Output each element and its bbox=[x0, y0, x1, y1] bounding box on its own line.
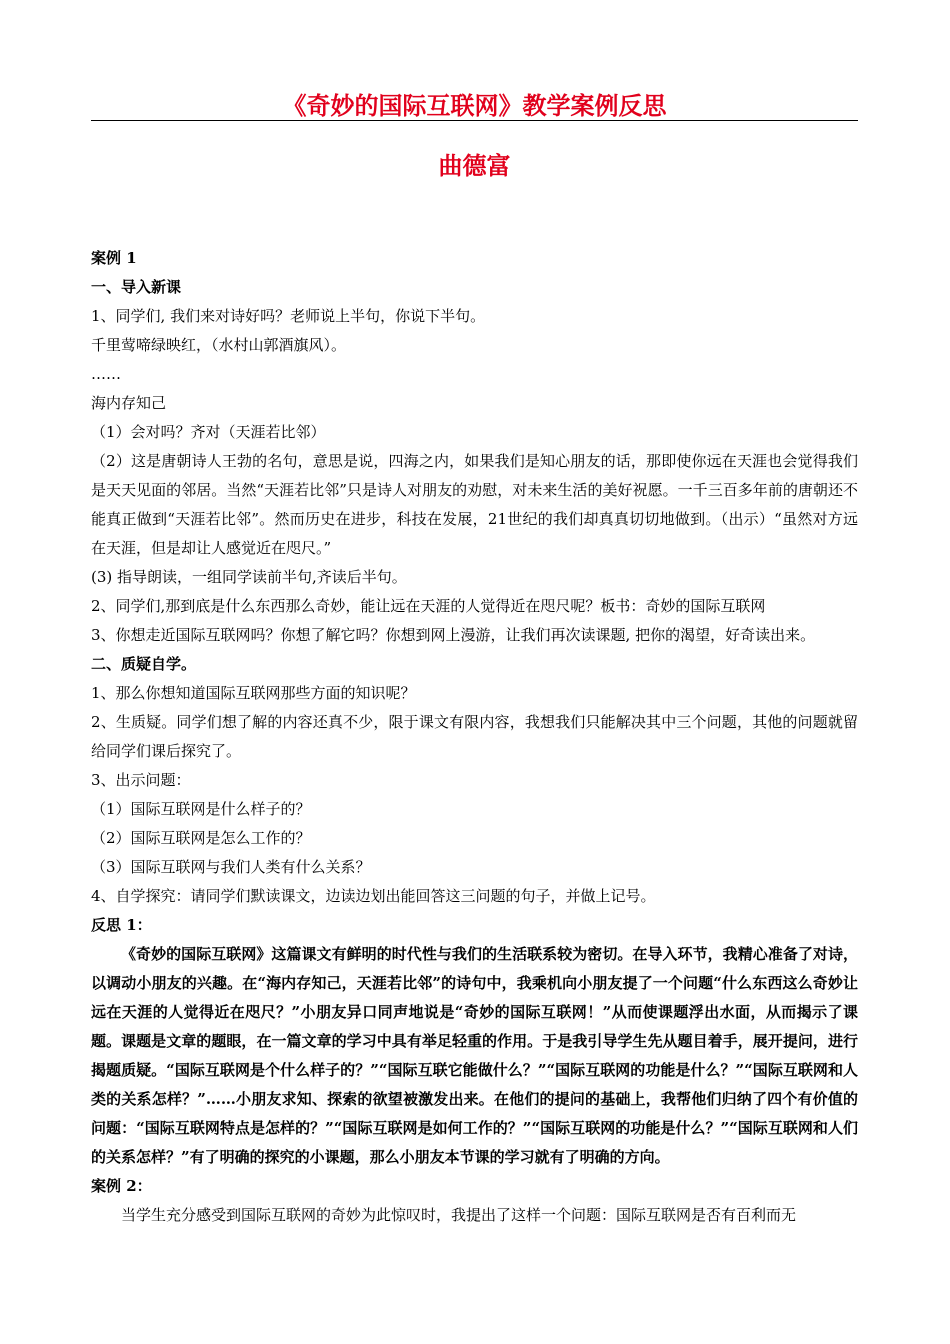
paragraph: 2、生质疑。同学们想了解的内容还真不少，限于课文有限内容，我想我们只能解决其中三个问题，其他的问题就留给同学们课后探究了。 bbox=[91, 713, 858, 760]
paragraph: 3、你想走近国际互联网吗？你想了解它吗？你想到网上漫游，让我们再次读课题, 把你的渴望，好奇读出来。 bbox=[91, 626, 816, 644]
case1-heading: 案例 1 bbox=[91, 249, 137, 267]
reflection1-heading: 反思 1： bbox=[91, 916, 152, 934]
paragraph: 3、出示问题： bbox=[91, 771, 191, 789]
paragraph: 1、同学们, 我们来对诗好吗？老师说上半句，你说下半句。 bbox=[91, 307, 486, 325]
section1-heading: 一、导入新课 bbox=[91, 278, 182, 296]
case2-heading: 案例 2： bbox=[91, 1177, 152, 1195]
paragraph: （3）国际互联网与我们人类有什么关系？ bbox=[91, 858, 371, 876]
case2-text: 当学生充分感受到国际互联网的奇妙为此惊叹时，我提出了这样一个问题：国际互联网是否有百利而无 bbox=[121, 1206, 797, 1224]
paragraph: （1）国际互联网是什么样子的？ bbox=[91, 800, 311, 818]
paragraph: …… bbox=[91, 365, 121, 383]
title-underline bbox=[91, 120, 858, 121]
paragraph: （2）这是唐朝诗人王勃的名句，意思是说，四海之内，如果我们是知心朋友的话，那即使你远在天涯也会觉得我们是天天见面的邻居。当然“天涯若比邻”只是诗人对朋友的劝慰，对未来生活的美好祝愿。一千三百多年前的唐朝还不能真正做到“天涯若比邻”。然而历史在进步，科技在发展，21世纪的我们却真真切切地做到。（出示）“虽然对方远在天涯，但是却让人感觉近在咫尺。” bbox=[91, 452, 858, 557]
paragraph: 1、那么你想知道国际互联网那些方面的知识呢？ bbox=[91, 684, 416, 702]
paragraph: （2）国际互联网是怎么工作的？ bbox=[91, 829, 311, 847]
author-name: 曲德富 bbox=[438, 151, 511, 180]
paragraph: 4、自学探究：请同学们默读课文，边读边划出能回答这三问题的句子，并做上记号。 bbox=[91, 887, 656, 905]
reflection1-text: 《奇妙的国际互联网》这篇课文有鲜明的时代性与我们的生活联系较为密切。在导入环节，我精心准备了对诗，以调动小朋友的兴趣。在“海内存知己，天涯若比邻”的诗句中，我乘机向小朋友提了一个问题“什么东西这么奇妙让远在天涯的人觉得近在咫尺？”小朋友异口同声地说是“奇妙的国际互联网！”从而使课题浮出水面，从而揭示了课题。课题是文章的题眼，在一篇文章的学习中具有举足轻重的作用。于是我引导学生先从题目着手，展开提问，进行揭题质疑。“国际互联网是个什么样子的？”“国际互联它能做什么？”“国际互联网的功能是什么？”“国际互联网和人类的关系怎样？”……小朋友求知、探索的欲望被激发出来。在他们的提问的基础上，我帮他们归纳了四个有价值的问题：“国际互联网特点是怎样的？”“国际互联网是如何工作的？”“国际互联网的功能是什么？”“国际互联网和人们的关系怎样？”有了明确的探究的小课题，那么小朋友本节课的学习就有了明确的方向。 bbox=[91, 945, 858, 1166]
document-body bbox=[91, 244, 858, 1230]
paragraph: (3) 指导朗读，一组同学读前半句,齐读后半句。 bbox=[91, 568, 407, 586]
paragraph: 海内存知己 bbox=[91, 394, 167, 412]
paragraph: 2、同学们,那到底是什么东西那么奇妙，能让远在天涯的人觉得近在咫尺呢？板书：奇妙的国际互联网 bbox=[91, 597, 766, 615]
document-title: 《奇妙的国际互联网》教学案例反思 bbox=[282, 91, 667, 120]
section2-heading: 二、质疑自学。 bbox=[91, 655, 197, 673]
paragraph: （1）会对吗？齐对（天涯若比邻） bbox=[91, 423, 326, 441]
paragraph: 千里莺啼绿映红，（水村山郭酒旗风）。 bbox=[91, 336, 347, 354]
